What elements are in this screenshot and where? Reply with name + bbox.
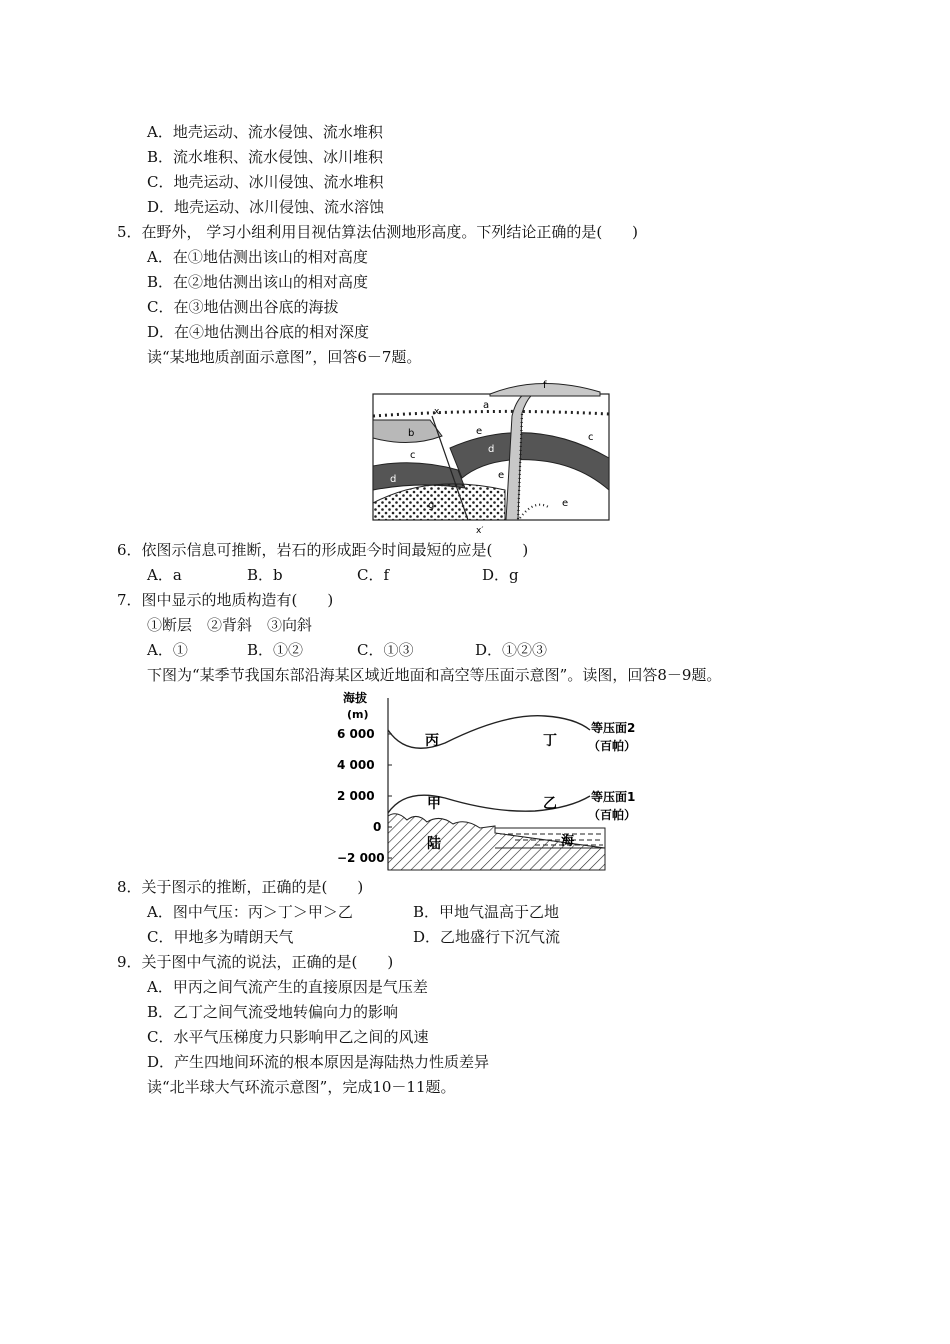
label-f: f <box>543 380 547 391</box>
q5-option-c: C．在③地估测出谷底的海拔 <box>147 298 339 316</box>
label-a: a <box>483 400 490 411</box>
q5-option-b: B．在②地估测出该山的相对高度 <box>147 273 369 291</box>
q6-stem: 6．依图示信息可推断，岩石的形成距今时间最短的应是( ) <box>117 541 529 559</box>
q6-option-b: B．b <box>247 566 283 584</box>
label-c-right: c <box>588 432 594 443</box>
label-ding: 丁 <box>543 733 557 749</box>
label-e-3: e <box>562 498 569 509</box>
q4-option-b: B．流水堆积、流水侵蚀、冰川堆积 <box>147 148 384 166</box>
tick-minus-2000: −2 000 <box>337 851 385 865</box>
label-bing: 丙 <box>425 733 439 749</box>
tick-2000: 2 000 <box>337 789 375 803</box>
q7-items: ①断层 ②背斜 ③向斜 <box>147 616 313 634</box>
q6-option-c: C．f <box>357 566 390 584</box>
q7-option-d: D．①②③ <box>475 641 548 659</box>
tick-4000: 4 000 <box>337 758 375 772</box>
q9-option-b: B．乙丁之间气流受地转偏向力的影响 <box>147 1003 399 1021</box>
q6-options <box>147 565 519 585</box>
q6-option-d: D．g <box>482 566 519 584</box>
q8-option-c: C．甲地多为晴朗天气 <box>147 928 294 946</box>
surface-1-unit: （百帕） <box>588 808 637 822</box>
q7-option-a: A．① <box>147 641 188 659</box>
label-c-left: c <box>410 450 416 461</box>
q5-option-d: D．在④地估测出谷底的相对深度 <box>147 323 370 341</box>
q5-option-a: A．在①地估测出该山的相对高度 <box>147 248 368 266</box>
surface-2-label: 等压面2 <box>591 721 636 735</box>
label-x: x <box>434 407 440 417</box>
q8-options-row2 <box>147 927 560 947</box>
label-e-1: e <box>476 426 483 437</box>
label-d-left: d <box>390 474 397 485</box>
q9-option-c: C．水平气压梯度力只影响甲乙之间的风速 <box>147 1028 429 1046</box>
label-yi: 乙 <box>543 796 557 812</box>
label-x-prime: x′ <box>476 526 484 536</box>
intro-10-11: 读“北半球大气环流示意图”，完成10－11题。 <box>147 1078 456 1096</box>
tick-0: 0 <box>373 820 382 834</box>
q8-option-d: D．乙地盛行下沉气流 <box>413 928 561 946</box>
isobaric-surface-figure <box>335 688 655 873</box>
label-b: b <box>408 428 415 439</box>
label-g: g <box>428 500 435 511</box>
q4-option-c: C．地壳运动、冰川侵蚀、流水堆积 <box>147 173 384 191</box>
q8-option-b: B．甲地气温高于乙地 <box>413 903 560 921</box>
intro-6-7: 读“某地地质剖面示意图”，回答6－7题。 <box>147 348 422 366</box>
geologic-section-figure <box>370 378 615 536</box>
tick-6000: 6 000 <box>337 727 375 741</box>
q7-option-c: C．①③ <box>357 641 414 659</box>
q8-stem: 8．关于图示的推断，正确的是( ) <box>117 878 364 896</box>
label-land: 陆 <box>427 836 441 852</box>
q9-stem: 9．关于图中气流的说法，正确的是( ) <box>117 953 394 971</box>
label-jia: 甲 <box>427 796 441 812</box>
q4-option-d: D．地壳运动、冰川侵蚀、流水溶蚀 <box>147 198 385 216</box>
y-axis-unit: (m) <box>347 708 369 721</box>
q5-stem: 5．在野外， 学习小组利用目视估算法估测地形高度。下列结论正确的是( ) <box>117 223 639 241</box>
intro-8-9: 下图为“某季节我国东部沿海某区域近地面和高空等压面示意图”。读图，回答8－9题。 <box>147 666 722 684</box>
q7-option-b: B．①② <box>247 641 304 659</box>
q9-option-a: A．甲丙之间气流产生的直接原因是气压差 <box>147 978 428 996</box>
q4-option-a: A．地壳运动、流水侵蚀、流水堆积 <box>147 123 383 141</box>
q7-stem: 7．图中显示的地质构造有( ) <box>117 591 334 609</box>
label-e-2: e <box>498 470 505 481</box>
label-sea: 海 <box>561 834 575 849</box>
y-axis-title: 海拔 <box>343 691 368 705</box>
q8-option-a: A．图中气压：丙＞丁＞甲＞乙 <box>147 903 353 921</box>
q9-option-d: D．产生四地间环流的根本原因是海陆热力性质差异 <box>147 1053 490 1071</box>
surface-2-unit: （百帕） <box>588 739 637 753</box>
label-d-center: d <box>488 444 495 455</box>
q7-options <box>147 640 547 660</box>
surface-1-label: 等压面1 <box>591 790 636 804</box>
q8-options-row1 <box>147 902 559 922</box>
q6-option-a: A．a <box>147 566 182 584</box>
